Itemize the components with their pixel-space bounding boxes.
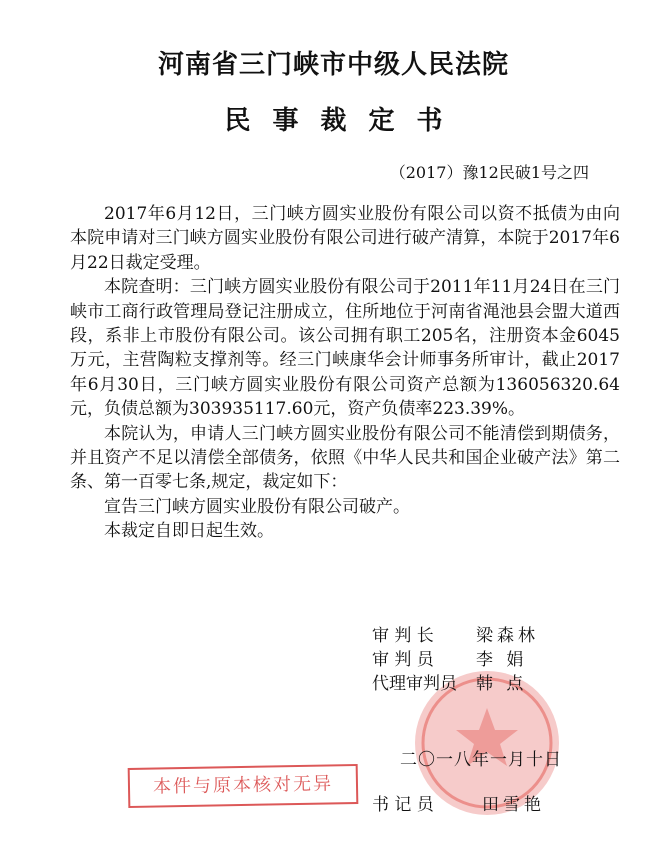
paragraph-reasoning: 本院认为，申请人三门峡方圆实业股份有限公司不能清偿到期债务，并且资产不足以清偿全部债务，依照《中华人民共和国企业破产法》第二条、第一百零七条,规定，裁定如下： bbox=[70, 423, 620, 493]
signature-block bbox=[372, 624, 539, 696]
paragraph-filing: 2017年6月12日，三门峡方圆实业股份有限公司以资不抵债为由向本院申请对三门峡方圆实业股份有限公司进行破产清算，本院于2017年6月22日裁定受理。 bbox=[70, 204, 620, 273]
paragraph-effective: 本裁定自即日起生效。 bbox=[104, 521, 274, 542]
document-title: 民事裁定书 bbox=[224, 106, 465, 136]
clerk-role: 书 记 员 bbox=[372, 795, 434, 815]
signature-role: 审 判 长 bbox=[372, 626, 434, 646]
signature-row-judge bbox=[372, 648, 539, 672]
ruling-body bbox=[70, 202, 620, 544]
clerk-signature bbox=[372, 790, 545, 815]
signature-name: 韩 点 bbox=[476, 674, 528, 694]
signature-name: 李 娟 bbox=[476, 650, 528, 670]
signature-role: 代理审判员 bbox=[372, 674, 457, 694]
clerk-name: 田雪艳 bbox=[482, 795, 545, 815]
signature-name: 梁森林 bbox=[476, 626, 539, 646]
signature-row-acting-judge bbox=[372, 672, 539, 696]
copy-verification-stamp: 本件与原本核对无异 bbox=[128, 764, 359, 808]
ruling-date: 二〇一八年一月十日 bbox=[400, 750, 562, 770]
paragraph-ruling: 宣告三门峡方圆实业股份有限公司破产。 bbox=[104, 496, 410, 517]
court-name: 河南省三门峡市中级人民法院 bbox=[157, 50, 509, 80]
signature-row-presiding bbox=[372, 624, 539, 648]
signature-role: 审 判 员 bbox=[372, 650, 434, 670]
case-number: （2017）豫12民破1号之四 bbox=[389, 163, 589, 182]
paragraph-findings: 本院查明：三门峡方圆实业股份有限公司于2011年11月24日在三门峡市工商行政管理局登记注册成立，住所地位于河南省渑池县会盟大道西段，系非上市股份有限公司。该公司拥有职工205名，注册资本金6045万元，主营陶粒支撑剂等。经三门峡康华会计师事务所审计，截止2017年6月30日，三门峡方圆实业股份有限公司资产总额为136056320.64元，负债总额为303935117.60元，资产负债率223.39%。 bbox=[70, 277, 620, 420]
